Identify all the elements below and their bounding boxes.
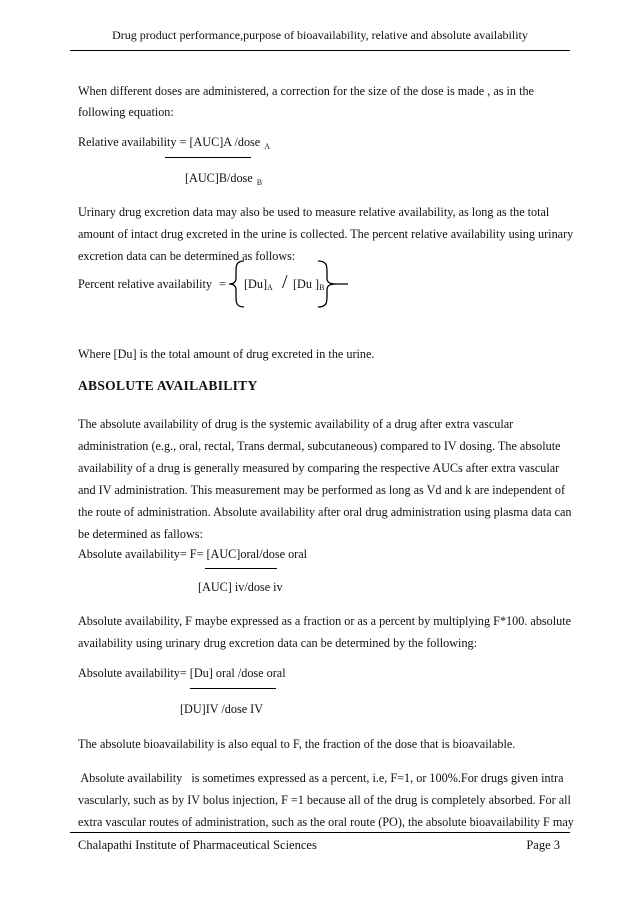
percent-relative-equation-equals: = [219, 277, 226, 291]
relative-availability-equation [78, 135, 270, 150]
paragraph-3-line-1: Where [Du] is the total amount of drug excreted in the urine. [78, 347, 375, 361]
absolute-equation-2-fraction-bar [190, 688, 276, 689]
paragraph-4-line-4: and IV administration. This measurement may be performed as long as Vd and k are independent of [78, 483, 566, 497]
relative-equation-lhs: Relative availability = [AUC]A /dose [78, 135, 261, 149]
paragraph-1-line-2: following equation: [78, 105, 174, 119]
absolute-equation-1-lhs: Absolute availability= F= [AUC]oral/dose oral [78, 547, 308, 561]
percent-relative-numerator: $[Du]_A$ [244, 277, 273, 292]
paragraph-4-line-1: The absolute availability of drug is the systemic availability of a drug after extra vascular [78, 417, 514, 431]
percent-relative-denominator: [Du ]$_B$ [293, 277, 325, 292]
paragraph-7-line-1: Absolute availability is sometimes expressed as a percent, i.e, F=1, or 100%.For drugs given intra [78, 771, 564, 785]
percent-relative-equation-lhs: Percent relative availability [78, 277, 213, 291]
paragraph-2-line-1: Urinary drug excretion data may also be used to measure relative availability, as long as the total [78, 205, 550, 219]
absolute-equation-2-lhs: Absolute availability= [Du] oral /dose oral [78, 666, 286, 680]
relative-fraction-bar [165, 157, 251, 158]
paragraph-7-line-2: vascularly, such as by IV bolus injection, F =1 because all of the drug is completely absorbed. For all [78, 793, 571, 807]
footer-divider [70, 832, 570, 833]
relative-equation-denominator: [AUC]B/dose $_B$ [185, 171, 263, 187]
relative-equation-lhs-subscript: A [264, 142, 271, 151]
paragraph-4-line-2: administration (e.g., oral, rectal, Trans dermal, subcutaneous) compared to IV dosing. The absolute [78, 439, 561, 453]
absolute-equation-1-denominator: [AUC] iv/dose iv [198, 580, 283, 594]
footer-page-number: Page 3 [526, 838, 560, 852]
paragraph-2-line-3: excretion data can be determined as follows: [78, 249, 296, 263]
absolute-equation-2-denominator: [DU]IV /dose IV [180, 702, 264, 716]
section-heading: ABSOLUTE AVAILABILITY [78, 378, 258, 393]
header-divider [70, 50, 570, 51]
paragraph-5-line-1: Absolute availability, F maybe expressed as a fraction or as a percent by multiplying F*100. absolute [78, 614, 572, 628]
footer-institute: Chalapathi Institute of Pharmaceutical Sciences [78, 838, 317, 852]
paragraph-4-line-5: the route of administration. Absolute availability after oral drug administration using plasma data can [78, 505, 572, 519]
page-header-title: Drug product performance,purpose of bioavailability, relative and absolute availability [112, 28, 528, 42]
paragraph-4-line-3: availability of a drug is generally measured by comparing the respective AUCs after extra vascular [78, 461, 560, 475]
paragraph-1-line-1: When different doses are administered, a correction for the size of the dose is made , as in the [78, 84, 534, 98]
paragraph-6-line-1: The absolute bioavailability is also equal to F, the fraction of the dose that is bioavailable. [78, 737, 516, 751]
percent-relative-slash: / [282, 271, 288, 293]
paragraph-2-line-2: amount of intact drug excreted in the urine is collected. The percent relative availability using urinary [78, 227, 574, 241]
paragraph-7-line-3: extra vascular routes of administration, such as the oral route (PO), the absolute bioavailability F may [78, 815, 574, 829]
absolute-equation-1-fraction-bar [205, 568, 277, 569]
paragraph-4-line-6: be determined as fallows: [78, 527, 203, 541]
paragraph-5-line-2: availability using urinary drug excretion data can be determined by the following: [78, 636, 478, 650]
